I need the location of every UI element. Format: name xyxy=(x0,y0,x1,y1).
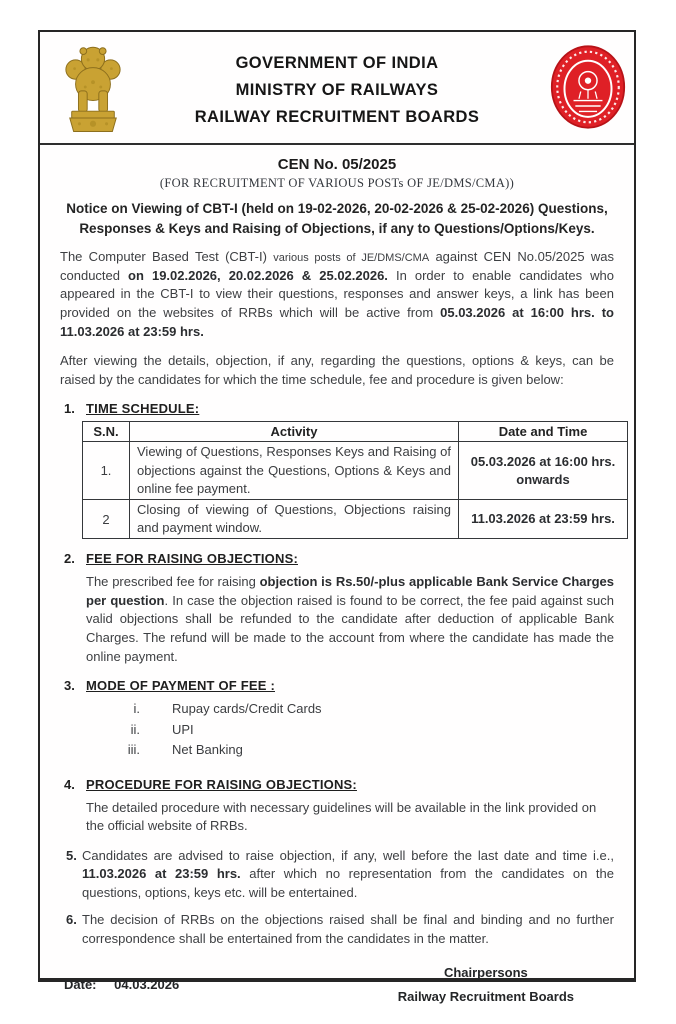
indian-railways-logo-icon xyxy=(550,44,626,135)
recruitment-subtitle: (FOR RECRUITMENT OF VARIOUS POSTs OF JE/DMS/CMA)) xyxy=(159,176,515,190)
row1-date-time: 05.03.2026 at 16:00 hrs. onwards xyxy=(459,442,628,500)
title-railway-recruitment-boards: RAILWAY RECRUITMENT BOARDS xyxy=(194,108,480,126)
date-line xyxy=(64,977,179,1004)
notice-document xyxy=(38,30,636,1004)
document-footer xyxy=(64,965,604,1004)
numbered-item-6 xyxy=(66,911,614,948)
item-number: 6. xyxy=(66,912,77,928)
header-date-time: Date and Time xyxy=(459,422,628,442)
procedure-paragraph: The detailed procedure with necessary guidelines will be available in the link provided on the official website of RRBs. xyxy=(86,799,597,834)
notice-title xyxy=(40,199,634,238)
list-item-numeral: ii. xyxy=(130,721,140,737)
list-item xyxy=(40,741,634,759)
row2-date-time: 11.03.2026 at 23:59 hrs. xyxy=(459,499,628,538)
payment-modes-list xyxy=(40,700,634,759)
table-row xyxy=(83,442,628,500)
title-government-of-india: GOVERNMENT OF INDIA xyxy=(235,54,439,72)
section-heading-time-schedule xyxy=(64,401,614,416)
section-number: 3. xyxy=(64,678,75,694)
row1-sn: 1. xyxy=(83,442,130,500)
list-item xyxy=(40,721,634,739)
section-title: FEE FOR RAISING OBJECTIONS: xyxy=(86,551,298,567)
list-item-numeral: i. xyxy=(133,701,140,717)
table-header-row xyxy=(83,422,628,442)
section-number: 2. xyxy=(64,551,75,567)
section-number: 1. xyxy=(64,401,75,417)
after-viewing-paragraph: After viewing the details, objection, if any, regarding the questions, options & keys, can be raised by the candidates for which the time schedule, fee and procedure is given below: xyxy=(60,353,614,387)
section-title: PROCEDURE FOR RAISING OBJECTIONS: xyxy=(86,776,357,792)
section-title: TIME SCHEDULE: xyxy=(86,401,200,417)
header-activity: Activity xyxy=(130,422,459,442)
list-item-label: UPI xyxy=(172,721,194,737)
item-text: Candidates are advised to raise objection, if any, well before the last date and time i.e., 11.03.2026 at 23:59 hrs. after which no representation from the candidates on the questions, options, keys etc. will be entertained. xyxy=(82,847,614,900)
numbered-item-5 xyxy=(66,847,614,903)
section-number: 4. xyxy=(64,776,75,792)
item-text: The decision of RRBs on the objections raised shall be final and binding and no further correspondence shall be entertained from the candidates in the matter. xyxy=(82,912,614,946)
signature-block xyxy=(398,965,574,1004)
fee-paragraph: The prescribed fee for raising objection is Rs.50/-plus applicable Bank Service Charges per question. In case the objection raised is found to be correct, the fee paid against such valid objections shall be refunded to the candidate after deduction of applicable Bank Charges. The refund will be made to the account from where the candidate has made the online payment. xyxy=(86,574,614,664)
section-heading-fee xyxy=(64,551,614,566)
item-number: 5. xyxy=(66,847,77,863)
title-ministry-of-railways: MINISTRY OF RAILWAYS xyxy=(235,81,439,99)
cen-number-heading: CEN No. 05/2025 xyxy=(277,156,397,173)
ministry-titles xyxy=(40,54,634,135)
row2-sn: 2 xyxy=(83,499,130,538)
date-value: 04.03.2026 xyxy=(114,976,180,992)
intro-paragraph: The Computer Based Test (CBT-I) various posts of JE/DMS/CMA against CEN No.05/2025 was conducted on 19.02.2026, 20.02.2026 & 25.02.2026. In order to enable candidates who appeared in the CBT-I to view their questions, responses and answer keys, a link has been provided on the websites of RRBs which will be active from 05.03.2026 at 16:00 hrs. to 11.03.2026 at 23:59 hrs. xyxy=(60,249,614,339)
section-heading-payment-mode xyxy=(64,678,614,693)
row1-activity: Viewing of Questions, Responses Keys and Raising of objections against the Questions, Options & Keys and online fee payment. xyxy=(130,442,459,500)
section-title: MODE OF PAYMENT OF FEE : xyxy=(86,678,275,694)
section-heading-procedure xyxy=(64,777,614,792)
date-label: Date: xyxy=(64,976,97,992)
notice-title-line2: Responses & Keys and Raising of Objections, if any to Questions/Options/Keys. xyxy=(79,220,595,236)
signatory-organisation: Railway Recruitment Boards xyxy=(397,988,574,1004)
row2-activity: Closing of viewing of Questions, Objections raising and payment window. xyxy=(130,499,459,538)
table-row xyxy=(83,499,628,538)
header-sn: S.N. xyxy=(83,422,130,442)
notice-title-line1: Notice on Viewing of CBT-I (held on 19-02-2026, 20-02-2026 & 25-02-2026) Questions, xyxy=(66,201,608,216)
list-item-label: Rupay cards/Credit Cards xyxy=(172,701,322,717)
list-item-numeral: iii. xyxy=(127,742,140,758)
signatory-title: Chairpersons xyxy=(443,964,528,980)
document-header xyxy=(40,32,634,145)
list-item-label: Net Banking xyxy=(172,742,243,758)
time-schedule-table xyxy=(82,421,628,539)
list-item xyxy=(40,700,634,718)
